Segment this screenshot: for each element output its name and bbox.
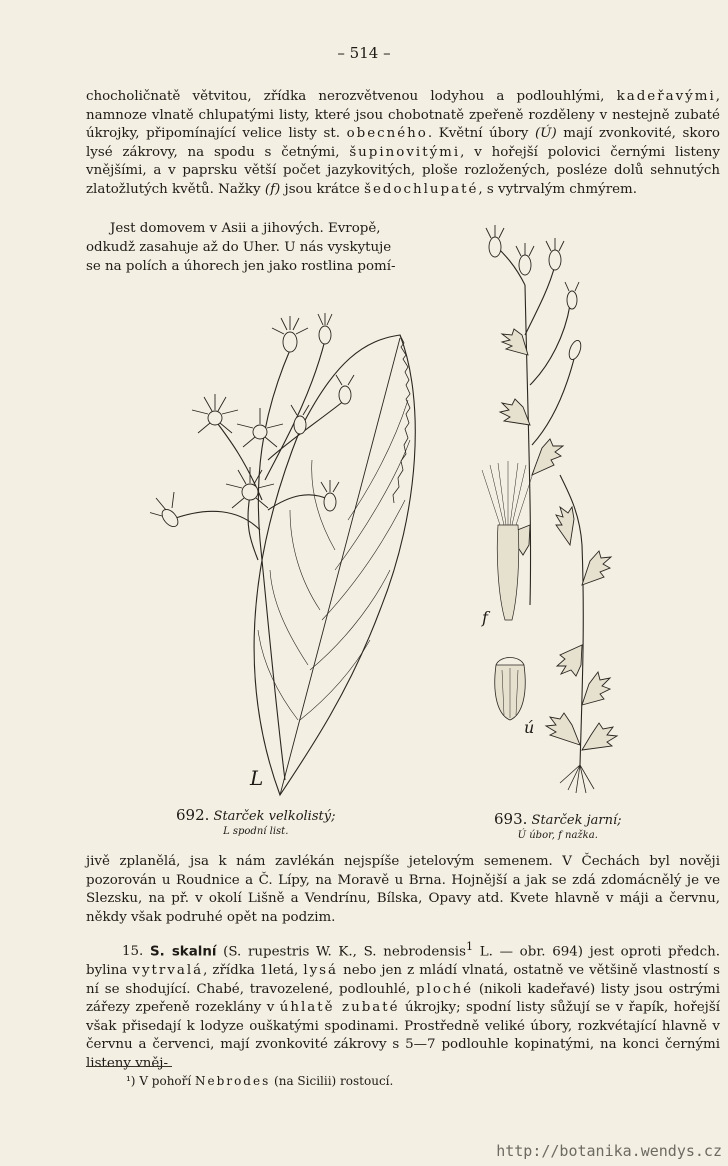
figure-693-letter-u: ú bbox=[524, 718, 535, 737]
watermark-url: http://botanika.wendys.cz bbox=[496, 1142, 722, 1160]
native-line-2: odkudž zasahuje až do Uher. U nás vyskytuje bbox=[86, 240, 392, 255]
native-line-1: Jest domovem v Asii a jihových. Evropě, bbox=[110, 221, 381, 236]
figure-693-letter-f: f bbox=[482, 608, 488, 627]
page-number: – 514 – bbox=[337, 44, 391, 62]
figure-692-illustration bbox=[150, 280, 450, 800]
flower-head-detail bbox=[495, 658, 525, 721]
native-line-3: se na polích a úhorech jen jako rostlina pomí- bbox=[86, 259, 396, 274]
intro-paragraph: chocholičnatě větvitou, zřídka nerozvětvenou lodyhou a podlouhlými, kadeřavými, namnoze vlnatě chlupatými listy, které jsou chobotnatě zpeřeně rozděleny v nestejně zubaté úkrojky, připomínající velice listy st. obecného. Květní úbory (Ú) mají zvonkovité, skoro lysé zákrovy, na spodu s četnými, šupinovitými, v hořejší polovici černými listeny vnějšími, a v paprsku větší počet jazykovitých, ploše rozložených, posléze dolů sehnutých zlatožlutých květů. Nažky (f) jsou krátce šedochlupaté, s vytrvalým chmýrem. bbox=[86, 89, 720, 197]
figure-692-letter-L: L bbox=[250, 766, 264, 790]
figure-692-caption: 692. Starček velkolistý; L spodní list. bbox=[176, 806, 336, 837]
species-15-name: S. skalní bbox=[150, 944, 217, 960]
figure-693-caption: 693. Starček jarní; Ú úbor, f nažka. bbox=[494, 810, 622, 841]
figure-693-illustration bbox=[470, 225, 630, 795]
species-15-paragraph: 15. S. skalní (S. rupestris W. K., S. nebrodensis$^1$ L. — obr. 694) jest oproti předch. bylina vytrvalá, zřídka 1letá, lysá nebo jen z mládí vlnatá, ostatně ve většině vlastností s ní se shodující. Chabé, travozelené, podlouhlé, ploché (nikoli kadeřavé) listy jsou ostrými zářezy zpeřeně rozeklány v úhlatě zubaté úkrojky; spodní listy sůžují se v řapík, hořejší však přisedají k lodyze ouškatými spodinami. Prostředně veliké úbory, rozkvétající hlavně v červnu a červenci, mají zvonkovité zákrovy s 5—7 podlouhle kopinatými, na konci černými listeny vněj- bbox=[86, 940, 720, 1072]
footnote-rule bbox=[86, 1066, 172, 1067]
footnote: ¹) V pohoří Nebrodes (na Sicilii) rostoucí. bbox=[126, 1074, 394, 1088]
distribution-paragraph: jivě zplanělá, jsa k nám zavlékán nejspíše jetelovým semenem. V Čechách byl nověji pozorován u Roudnice a Č. Lípy, na Moravě u Brna. Hojnější a jak se zdá zdomácnělý je ve Slezsku, na př. v okolí Lišně a Vendrínu, Bílska, Opavy atd. Kvete hlavně v máji a červnu, někdy však podruhé opět na podzim. bbox=[86, 854, 720, 925]
